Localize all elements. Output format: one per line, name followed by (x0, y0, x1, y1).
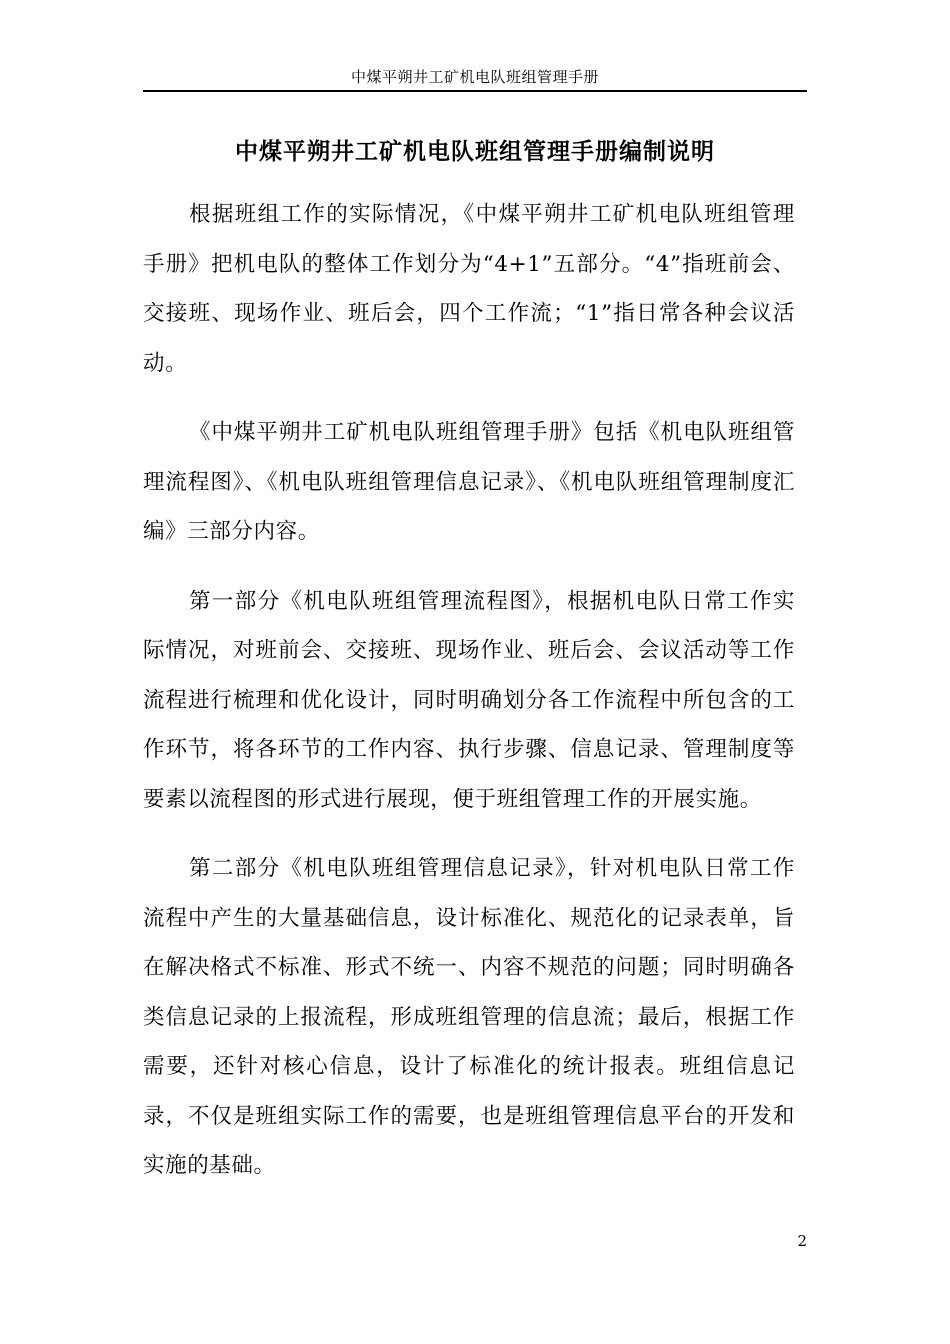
paragraph-intro: 根据班组工作的实际情况，《中煤平朔井工矿机电队班组管理手册》把机电队的整体工作划分为“4+1”五部分。“4”指班前会、交接班、现场作业、班后会，四个工作流；“1”指日常各种会议活动。 (143, 202, 795, 376)
document-body (143, 190, 795, 1211)
paragraph-contents: 《中煤平朔井工矿机电队班组管理手册》包括《机电队班组管理流程图》、《机电队班组管理信息记录》、《机电队班组管理制度汇编》三部分内容。 (143, 420, 795, 544)
paragraph-part-two: 第二部分《机电队班组管理信息记录》，针对机电队日常工作流程中产生的大量基础信息，设计标准化、规范化的记录表单，旨在解决格式不标准、形式不统一、内容不规范的问题；同时明确各类信息记录的上报流程，形成班组管理的信息流；最后，根据工作需要，还针对核心信息，设计了标准化的统计报表。班组信息记录，不仅是班组实际工作的需要，也是班组管理信息平台的开发和实施的基础。 (143, 856, 795, 1178)
paragraph-part-one: 第一部分《机电队班组管理流程图》，根据机电队日常工作实际情况，对班前会、交接班、现场作业、班后会、会议活动等工作流程进行梳理和优化设计，同时明确划分各工作流程中所包含的工作环节，将各环节的工作内容、执行步骤、信息记录、管理制度等要素以流程图的形式进行展现，便于班组管理工作的开展实施。 (143, 588, 795, 812)
running-header-title: 中煤平朔井工矿机电队班组管理手册 (350, 68, 599, 86)
page-number: 2 (797, 1232, 807, 1250)
document-title: 中煤平朔井工矿机电队班组管理手册编制说明 (235, 139, 715, 165)
running-header (143, 66, 807, 92)
